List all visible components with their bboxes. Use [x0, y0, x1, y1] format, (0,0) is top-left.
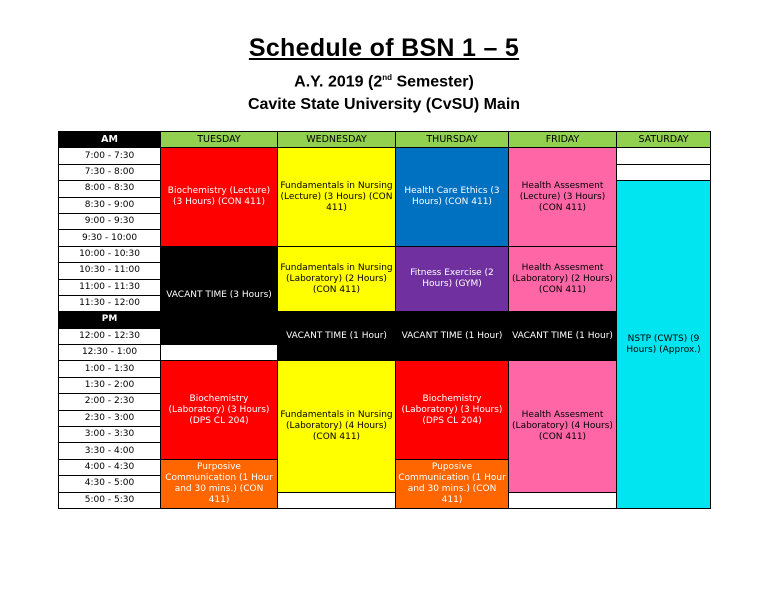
class-block: Health Assesment (Lecture) (3 Hours) (CON 411) [509, 148, 617, 246]
class-block: Health Care Ethics (3 Hours) (CON 411) [396, 148, 509, 246]
time-slot: 8:30 - 9:00 [59, 197, 161, 213]
time-slot: 1:00 - 1:30 [59, 361, 161, 377]
time-slot: 1:30 - 2:00 [59, 377, 161, 393]
time-slot: 8:00 - 8:30 [59, 181, 161, 197]
time-slot: 2:00 - 2:30 [59, 394, 161, 410]
empty-slot [509, 492, 617, 508]
class-block: Puposive Communication (1 Hour and 30 mins.) (CON 411) [396, 459, 509, 508]
time-slot: 11:00 - 11:30 [59, 279, 161, 295]
time-slot: 2:30 - 3:00 [59, 410, 161, 426]
time-slot: 3:30 - 4:00 [59, 443, 161, 459]
class-block: Biochemistry (Lecture) (3 Hours) (CON 411) [161, 148, 278, 246]
class-block: Biochemistry (Laboratory) (3 Hours) (DPS CL 204) [161, 361, 278, 459]
page-title: Schedule of BSN 1 – 5 [248, 34, 520, 62]
pm-label: PM [59, 312, 161, 328]
time-slot: 4:00 - 4:30 [59, 459, 161, 475]
time-slot: 11:30 - 12:00 [59, 295, 161, 311]
time-slot: 4:30 - 5:00 [59, 476, 161, 492]
class-block: Fundamentals in Nursing (Laboratory) (4 Hours) (CON 411) [278, 361, 396, 492]
header-row [59, 132, 711, 148]
time-slot: 5:00 - 5:30 [59, 492, 161, 508]
time-slot: 9:30 - 10:00 [59, 230, 161, 246]
class-block: NSTP (CWTS) (9 Hours) (Approx.) [617, 181, 711, 509]
vacant-block: VACANT TIME (1 Hour) [396, 312, 509, 361]
class-block: Health Assesment (Laboratory) (4 Hours) (CON 411) [509, 361, 617, 492]
table-row [59, 246, 711, 262]
time-slot: 9:00 - 9:30 [59, 213, 161, 229]
vacant-block: VACANT TIME (1 Hour) [509, 312, 617, 361]
academic-year-suffix: Semester) [392, 73, 474, 91]
schedule-table [58, 131, 711, 509]
day-header-tuesday: TUESDAY [161, 132, 278, 148]
table-row [59, 312, 711, 328]
vacant-block: VACANT TIME (1 Hour) [278, 312, 396, 361]
time-slot: 7:30 - 8:00 [59, 164, 161, 180]
class-block: Fitness Exercise (2 Hours) (GYM) [396, 246, 509, 312]
day-header-wednesday: WEDNESDAY [278, 132, 396, 148]
time-slot: 12:30 - 1:00 [59, 345, 161, 361]
class-block: Fundamentals in Nursing (Laboratory) (2 Hours) (CON 411) [278, 246, 396, 312]
academic-year-prefix: A.Y. 2019 (2 [294, 73, 383, 91]
university-name: Cavite State University (CvSU) Main [247, 96, 521, 113]
day-header-friday: FRIDAY [509, 132, 617, 148]
day-header-thursday: THURSDAY [396, 132, 509, 148]
am-label: AM [59, 132, 161, 148]
empty-slot [278, 492, 396, 508]
academic-year-ordinal: nd [382, 73, 392, 82]
time-slot: 12:00 - 12:30 [59, 328, 161, 344]
empty-slot [617, 148, 711, 164]
table-row [59, 361, 711, 377]
time-slot: 7:00 - 7:30 [59, 148, 161, 164]
class-block: Biochemistry (Laboratory) (3 Hours) (DPS CL 204) [396, 361, 509, 459]
class-block: Fundamentals in Nursing (Lecture) (3 Hours) (CON 411) [278, 148, 396, 246]
empty-slot [617, 164, 711, 180]
academic-year [0, 73, 768, 91]
table-row [59, 492, 711, 508]
time-slot: 10:30 - 11:00 [59, 263, 161, 279]
class-block: Purposive Communication (1 Hour and 30 mins.) (CON 411) [161, 459, 278, 508]
table-row [59, 148, 711, 164]
time-slot: 10:00 - 10:30 [59, 246, 161, 262]
time-slot: 3:00 - 3:30 [59, 427, 161, 443]
vacant-block: VACANT TIME (3 Hours) [161, 246, 278, 344]
day-header-saturday: SATURDAY [617, 132, 711, 148]
class-block: Health Assesment (Laboratory) (2 Hours) (CON 411) [509, 246, 617, 312]
